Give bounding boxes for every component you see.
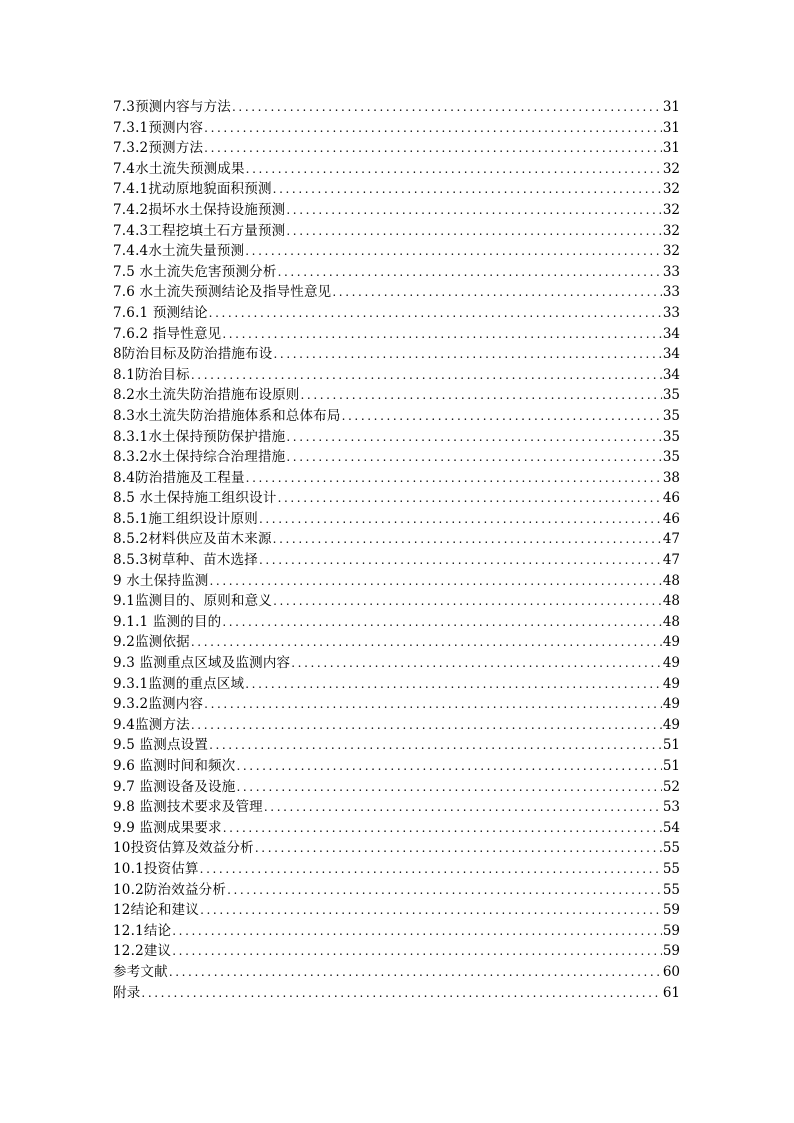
toc-entry-title: 7.6.2 指导性意见 <box>113 325 222 342</box>
toc-dot-leader <box>236 756 661 777</box>
toc-entry-page-number: 52 <box>662 778 680 795</box>
toc-entry-title: 8.5 水土保持施工组织设计 <box>113 490 277 507</box>
toc-entry[interactable] <box>113 571 680 592</box>
toc-entry-page-number: 49 <box>662 634 680 651</box>
toc-entry-title: 参考文献 <box>113 963 168 980</box>
toc-entry-title: 7.4.1扰动原地貌面积预测 <box>113 181 272 198</box>
toc-entry[interactable] <box>113 200 680 221</box>
toc-entry[interactable] <box>113 468 680 489</box>
toc-entry-title: 7.6.1 预测结论 <box>113 304 208 321</box>
toc-entry-title: 7.4.4水土流失量预测 <box>113 243 245 260</box>
toc-entry[interactable] <box>113 262 680 283</box>
toc-entry-title: 9.8 监测技术要求及管理 <box>113 799 263 816</box>
toc-dot-leader <box>286 221 661 242</box>
toc-entry-title: 8.1防治目标 <box>113 366 190 383</box>
toc-entry-title: 9.4监测方法 <box>113 716 190 733</box>
toc-entry-page-number: 32 <box>662 181 680 198</box>
toc-entry-page-number: 47 <box>662 552 680 569</box>
toc-entry-title: 9.9 监测成果要求 <box>113 819 222 836</box>
toc-entry-page-number: 34 <box>662 346 680 363</box>
toc-entry-page-number: 35 <box>662 428 680 445</box>
toc-dot-leader <box>286 427 661 448</box>
toc-entry-title: 9.1监测目的、原则和意义 <box>113 593 273 610</box>
toc-entry-page-number: 35 <box>662 407 680 424</box>
toc-entry-title: 9.3.1监测的重点区域 <box>113 675 245 692</box>
toc-dot-leader <box>273 591 662 612</box>
toc-dot-leader <box>255 838 662 859</box>
table-of-contents <box>113 97 680 1003</box>
toc-entry-title: 7.3.1预测内容 <box>113 119 204 136</box>
toc-entry[interactable] <box>113 221 680 242</box>
toc-entry[interactable] <box>113 962 680 983</box>
toc-entry-title: 8.3.2水土保持综合治理措施 <box>113 449 286 466</box>
toc-entry-page-number: 32 <box>662 201 680 218</box>
toc-entry[interactable] <box>113 97 680 118</box>
toc-entry-title: 8.5.1施工组织设计原则 <box>113 510 258 527</box>
toc-dot-leader <box>209 303 662 324</box>
toc-entry-title: 7.3预测内容与方法 <box>113 99 231 115</box>
toc-entry-page-number: 48 <box>662 572 680 589</box>
toc-entry-page-number: 49 <box>662 696 680 713</box>
toc-entry-page-number: 59 <box>662 922 680 939</box>
toc-entry-title: 12.1结论 <box>113 922 172 939</box>
toc-entry-title: 9.5 监测点设置 <box>113 737 209 754</box>
toc-entry[interactable] <box>113 880 680 901</box>
toc-entry[interactable] <box>113 674 680 695</box>
toc-entry-title: 8.2水土流失防治措施布设原则 <box>113 387 300 404</box>
toc-dot-leader <box>259 509 662 530</box>
toc-entry-page-number: 46 <box>662 510 680 527</box>
toc-dot-leader <box>245 241 662 262</box>
toc-entry-title: 7.4.2损坏水土保持设施预测 <box>113 201 286 218</box>
toc-dot-leader <box>273 529 662 550</box>
toc-entry-page-number: 31 <box>662 140 680 157</box>
toc-entry[interactable] <box>113 921 680 942</box>
toc-entry-page-number: 55 <box>662 881 680 898</box>
toc-entry[interactable] <box>113 406 680 427</box>
toc-dot-leader <box>232 97 662 118</box>
toc-entry[interactable] <box>113 550 680 571</box>
toc-entry-title: 9.1.1 监测的目的 <box>113 613 222 630</box>
toc-dot-leader <box>286 447 661 468</box>
toc-dot-leader <box>209 735 662 756</box>
toc-dot-leader <box>274 344 662 365</box>
toc-entry[interactable] <box>113 900 680 921</box>
toc-entry-page-number: 55 <box>662 860 680 877</box>
toc-entry[interactable] <box>113 118 680 139</box>
toc-dot-leader <box>286 200 661 221</box>
toc-entry-title: 10.2防治效益分析 <box>113 881 227 898</box>
toc-entry[interactable] <box>113 612 680 633</box>
toc-entry-title: 7.3.2预测方法 <box>113 140 204 157</box>
toc-entry-page-number: 47 <box>662 531 680 548</box>
toc-entry-page-number: 31 <box>662 119 680 136</box>
toc-dot-leader <box>278 262 662 283</box>
toc-entry-page-number: 33 <box>662 284 680 301</box>
toc-entry[interactable] <box>113 653 680 674</box>
toc-entry-title: 7.6 水土流失预测结论及指导性意见 <box>113 284 332 301</box>
toc-entry[interactable] <box>113 303 680 324</box>
toc-entry-page-number: 46 <box>662 490 680 507</box>
toc-dot-leader <box>172 941 662 962</box>
toc-entry[interactable] <box>113 777 680 798</box>
toc-entry-title: 12结论和建议 <box>113 902 200 919</box>
toc-entry-page-number: 53 <box>662 799 680 816</box>
toc-entry-title: 9.6 监测时间和频次 <box>113 758 236 774</box>
toc-entry-title: 7.4.3工程挖填土石方量预测 <box>113 222 286 239</box>
toc-dot-leader <box>291 653 662 674</box>
toc-entry[interactable] <box>113 529 680 550</box>
toc-entry[interactable] <box>113 447 680 468</box>
toc-dot-leader <box>245 674 662 695</box>
toc-entry[interactable] <box>113 509 680 530</box>
toc-entry-page-number: 59 <box>662 943 680 960</box>
toc-entry-page-number: 34 <box>662 366 680 383</box>
toc-entry[interactable] <box>113 591 680 612</box>
toc-entry-page-number: 49 <box>662 716 680 733</box>
toc-entry[interactable] <box>113 324 680 345</box>
toc-entry-page-number: 35 <box>662 449 680 466</box>
toc-entry[interactable] <box>113 488 680 509</box>
toc-dot-leader <box>169 962 662 983</box>
toc-entry-page-number: 60 <box>662 963 680 980</box>
toc-dot-leader <box>259 550 662 571</box>
toc-entry-title: 8.4防治措施及工程量 <box>113 469 245 486</box>
toc-entry-page-number: 49 <box>662 675 680 692</box>
toc-entry-title: 8.5.3树草种、苗木选择 <box>113 552 258 569</box>
toc-entry-page-number: 32 <box>662 160 680 177</box>
toc-dot-leader <box>222 324 661 345</box>
toc-dot-leader <box>204 138 662 159</box>
toc-dot-leader <box>342 406 662 427</box>
toc-dot-leader <box>223 818 662 839</box>
toc-entry-title: 10投资估算及效益分析 <box>113 840 254 857</box>
toc-entry[interactable] <box>113 818 680 839</box>
toc-entry-page-number: 51 <box>662 758 680 774</box>
toc-entry-page-number: 32 <box>662 222 680 239</box>
toc-entry-page-number: 48 <box>662 593 680 610</box>
toc-entry-title: 12.2建议 <box>113 943 172 960</box>
toc-dot-leader <box>300 385 661 406</box>
toc-entry-title: 8.3水土流失防治措施体系和总体布局 <box>113 407 341 424</box>
toc-entry[interactable] <box>113 427 680 448</box>
toc-dot-leader <box>246 468 662 489</box>
toc-entry[interactable] <box>113 983 680 1004</box>
toc-entry[interactable] <box>113 365 680 386</box>
toc-dot-leader <box>172 921 662 942</box>
toc-entry[interactable] <box>113 344 680 365</box>
toc-entry-title: 9.2监测依据 <box>113 634 190 651</box>
toc-entry[interactable] <box>113 941 680 962</box>
toc-entry-page-number: 35 <box>662 387 680 404</box>
toc-entry-page-number: 49 <box>662 655 680 672</box>
toc-dot-leader <box>191 715 662 736</box>
toc-dot-leader <box>273 179 662 200</box>
toc-entry-title: 10.1投资估算 <box>113 860 199 877</box>
toc-entry[interactable] <box>113 756 680 777</box>
toc-dot-leader <box>264 797 662 818</box>
toc-entry-page-number: 54 <box>662 819 680 836</box>
toc-entry-title: 8防治目标及防治措施布设 <box>113 346 273 363</box>
toc-entry-page-number: 33 <box>662 304 680 321</box>
toc-entry-title: 9.3.2监测内容 <box>113 696 204 713</box>
toc-entry-page-number: 34 <box>662 325 680 342</box>
toc-entry[interactable] <box>113 159 680 180</box>
toc-entry[interactable] <box>113 138 680 159</box>
toc-entry-page-number: 33 <box>662 263 680 280</box>
toc-entry[interactable] <box>113 694 680 715</box>
toc-dot-leader <box>227 880 662 901</box>
toc-entry-title: 7.4水土流失预测成果 <box>113 160 245 177</box>
toc-dot-leader <box>236 777 661 798</box>
toc-dot-leader <box>204 694 662 715</box>
toc-entry[interactable] <box>113 179 680 200</box>
toc-dot-leader <box>209 571 661 592</box>
toc-dot-leader <box>332 282 661 303</box>
toc-entry[interactable] <box>113 838 680 859</box>
toc-dot-leader <box>200 859 662 880</box>
toc-entry[interactable] <box>113 632 680 653</box>
toc-dot-leader <box>191 365 662 386</box>
toc-entry-title: 9.3 监测重点区域及监测内容 <box>113 655 291 672</box>
toc-entry-page-number: 59 <box>662 902 680 919</box>
toc-dot-leader <box>278 488 662 509</box>
toc-entry[interactable] <box>113 715 680 736</box>
toc-entry-page-number: 61 <box>662 984 680 1001</box>
toc-entry[interactable] <box>113 797 680 818</box>
toc-entry[interactable] <box>113 241 680 262</box>
toc-entry-title: 9 水土保持监测 <box>113 572 209 589</box>
toc-entry-page-number: 48 <box>662 613 680 630</box>
toc-dot-leader <box>222 612 661 633</box>
toc-entry[interactable] <box>113 282 680 303</box>
toc-entry-page-number: 32 <box>662 243 680 260</box>
toc-entry-page-number: 55 <box>662 840 680 857</box>
toc-entry-title: 附录 <box>113 984 141 1001</box>
toc-dot-leader <box>191 632 662 653</box>
toc-entry-title: 8.5.2材料供应及苗木来源 <box>113 531 272 548</box>
toc-entry-page-number: 31 <box>662 99 680 115</box>
toc-entry[interactable] <box>113 859 680 880</box>
toc-entry-title: 9.7 监测设备及设施 <box>113 778 236 795</box>
toc-entry[interactable] <box>113 735 680 756</box>
toc-entry-title: 7.5 水土流失危害预测分析 <box>113 263 277 280</box>
toc-dot-leader <box>246 159 662 180</box>
toc-dot-leader <box>200 900 662 921</box>
toc-dot-leader <box>141 983 661 1004</box>
toc-entry[interactable] <box>113 385 680 406</box>
toc-dot-leader <box>204 118 662 139</box>
toc-entry-page-number: 51 <box>662 737 680 754</box>
toc-entry-title: 8.3.1水土保持预防保护措施 <box>113 428 286 445</box>
toc-entry-page-number: 38 <box>662 469 680 486</box>
